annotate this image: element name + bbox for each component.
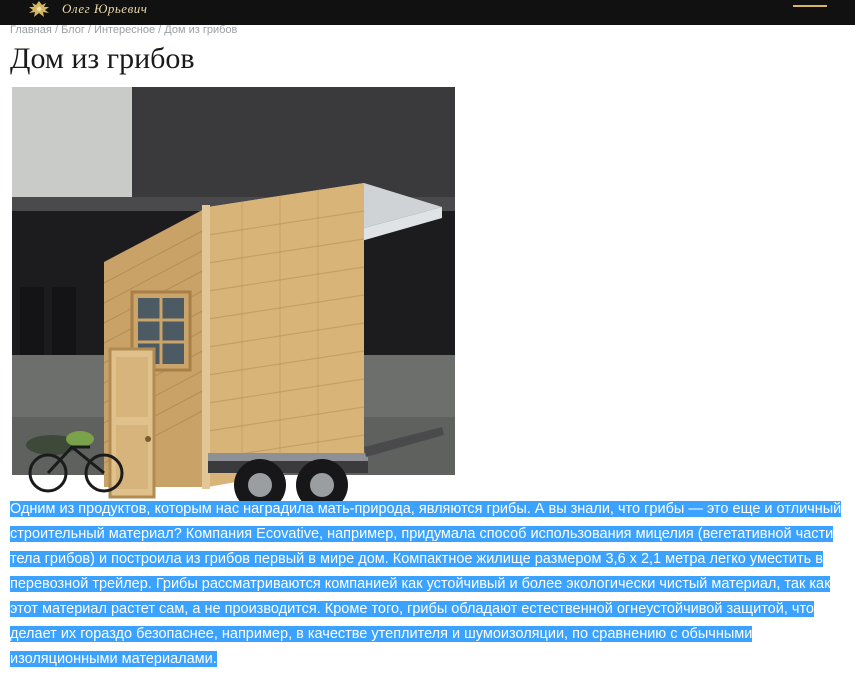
site-header: [0, 0, 855, 36]
breadcrumb[interactable]: [10, 24, 530, 36]
eagle-crest-icon: [22, 0, 56, 20]
breadcrumb-item-2[interactable]: Блог: [61, 24, 85, 36]
article-body: [10, 497, 842, 672]
breadcrumb-item-1[interactable]: Главная: [10, 24, 52, 36]
breadcrumb-sep-1: /: [54, 24, 62, 36]
hamburger-menu-icon[interactable]: [793, 5, 827, 21]
article-image: [12, 87, 455, 475]
breadcrumb-sep-2: /: [87, 24, 95, 36]
page-title: Дом из грибов: [10, 42, 195, 75]
site-brand[interactable]: [22, 0, 147, 24]
article-body-text: Одним из продуктов, которым нас наградила мать-природа, являются грибы. А вы знали, что грибы — это еще и отличный строительный материал? Компания Ecovative, например, придумала способ использования мицелия (вегетативной части тела грибов) и построила из грибов первый в мире дом. Компактное жилище размером 3,6 х 2,1 метра легко уместить в перевозной трейлер. Грибы рассматриваются компанией как устойчивый и более экологически чистый материал, так как этот материал растет сам, а не производится. Кроме того, грибы обладают естественной огнеустойчивой защитой, что делает их гораздо безопаснее, например, в качестве утеплителя и шумоизоляции, по сравнению с обычными изоляционными материалами.: [10, 501, 842, 667]
article-page: [0, 41, 855, 672]
brand-title: Олег Юрьевич: [62, 1, 148, 16]
breadcrumb-item-3[interactable]: Интересное: [94, 24, 156, 36]
breadcrumb-item-4: Дом из грибов: [164, 24, 238, 36]
breadcrumb-sep-3: /: [158, 24, 165, 36]
